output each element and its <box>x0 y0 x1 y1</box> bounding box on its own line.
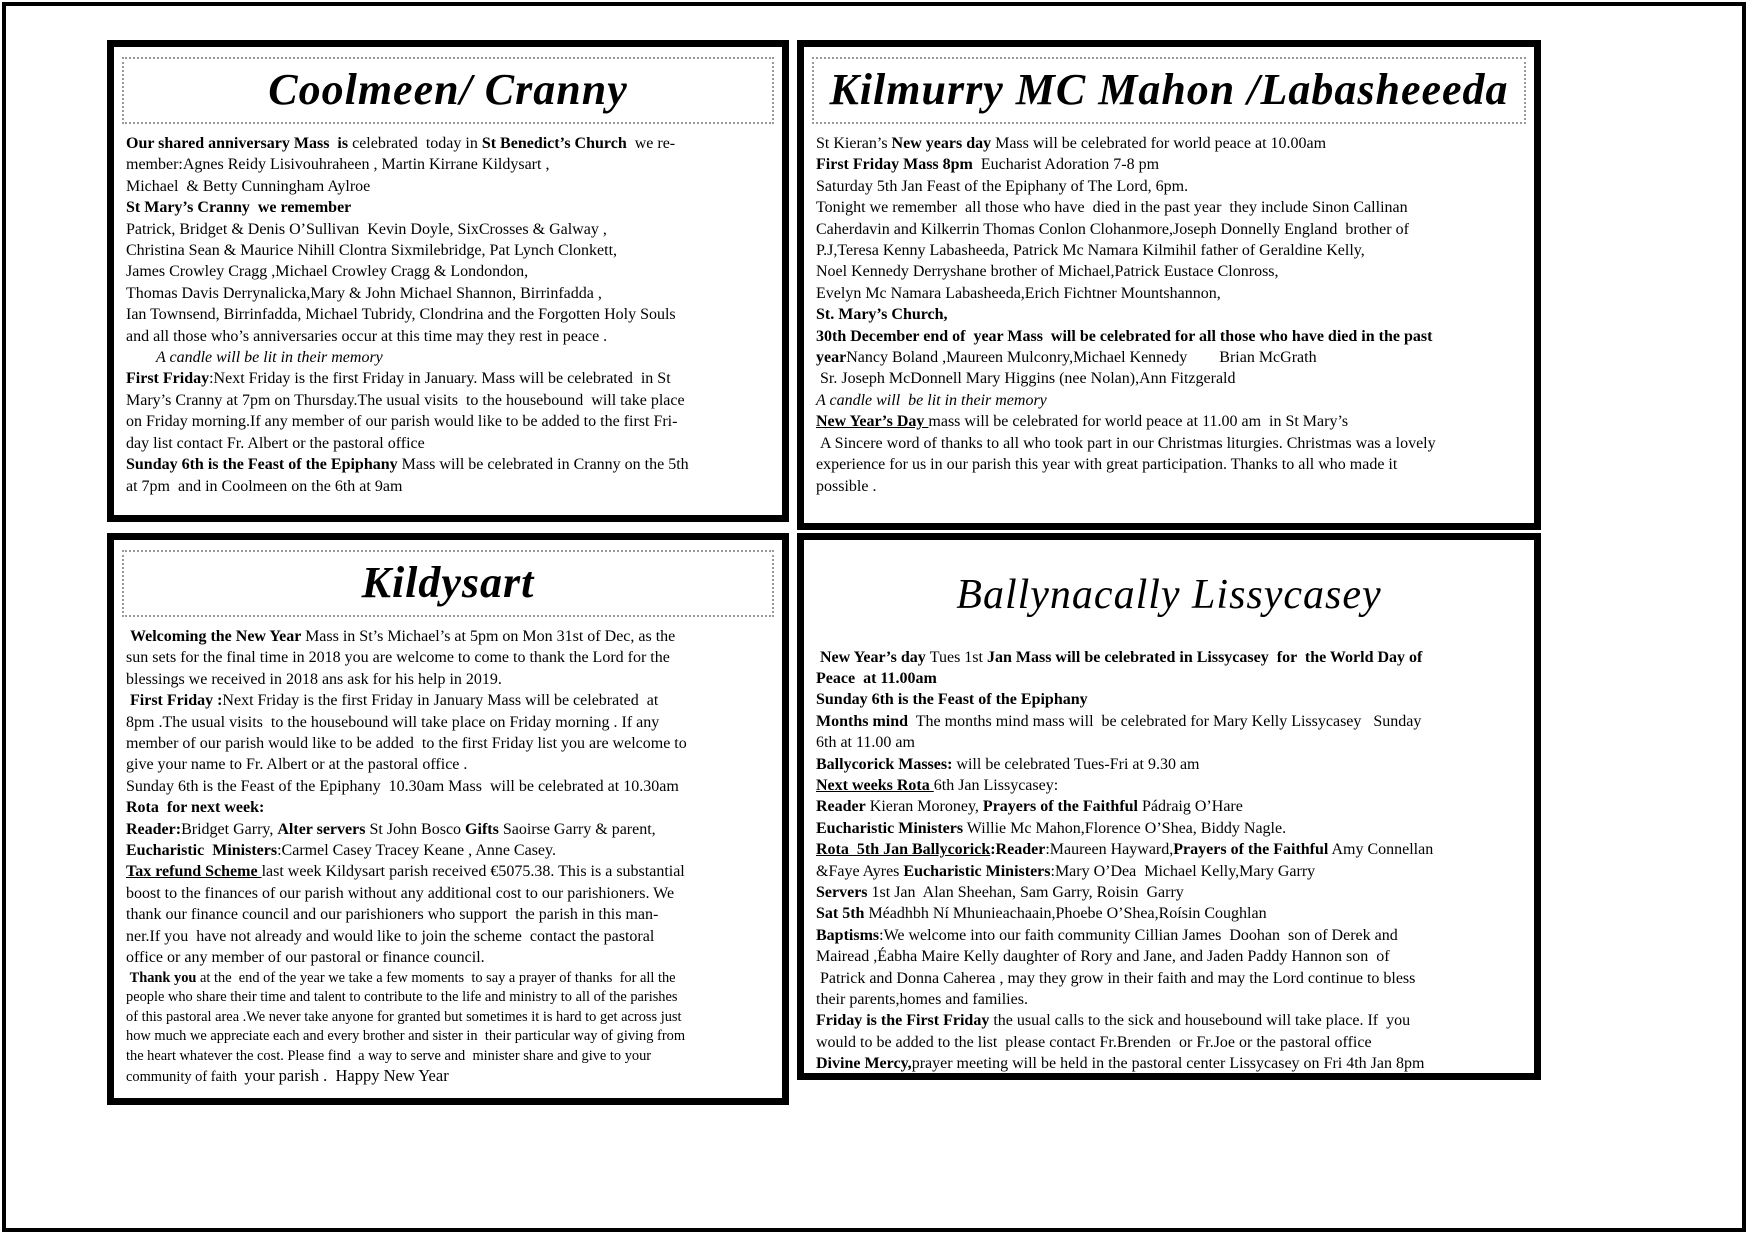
text-line <box>816 754 1526 775</box>
text-run: Sunday 6th is the Feast of the Epiphany <box>126 456 402 474</box>
text-run: Tonight we remember all those who have died in the past year they include Sinon Callinan <box>816 199 1408 217</box>
text-run: last week Kildysart parish received €5075.38. This is a substantial <box>261 863 685 881</box>
text-line <box>126 733 774 754</box>
text-run: the heart whatever the cost. Please find a way to serve and minister share and give to your <box>126 1047 652 1064</box>
text-line <box>126 454 774 475</box>
text-run: Ballycorick Masses: <box>816 755 953 773</box>
text-run: Mairead ,Éabha Maire Kelly daughter of Rory and Jane, and Jaden Paddy Hannon son of <box>816 948 1390 966</box>
text-run: Friday is the First Friday <box>816 1012 990 1030</box>
text-line <box>816 903 1526 924</box>
panel-body <box>804 645 1534 1075</box>
text-line <box>816 304 1526 325</box>
text-line <box>126 797 774 818</box>
text-run: First Friday <box>126 370 210 388</box>
text-run: A candle will be lit in their memory <box>816 391 1047 409</box>
text-line <box>126 926 774 947</box>
text-line <box>816 433 1526 454</box>
text-run: Thank you <box>126 969 201 986</box>
panel-title-box <box>812 566 1526 627</box>
text-run: Sat 5th <box>816 905 865 923</box>
text-run: of this pastoral area .We never take anyone for granted but sometimes it is hard to get across just <box>126 1008 682 1025</box>
text-line <box>126 904 774 925</box>
text-line <box>816 882 1526 903</box>
panel-title: Kilmurry MC Mahon /Labasheeeda <box>829 65 1509 114</box>
panel-kildysart <box>107 533 789 1105</box>
text-run: member of our parish would like to be added to the first Friday list you are welcome to <box>126 735 687 753</box>
panel-ballynacally-lissycasey <box>797 533 1541 1080</box>
text-line <box>816 946 1526 967</box>
text-line <box>126 176 774 197</box>
text-run: boost to the finances of our parish without any additional cost to our parishioners. We <box>126 884 675 902</box>
text-line <box>126 988 774 1008</box>
text-run: St. Mary’s Church, <box>816 306 948 324</box>
panel-body <box>114 126 782 497</box>
text-line <box>816 133 1526 154</box>
text-line <box>816 796 1526 817</box>
text-run: Eucharist Adoration 7-8 pm <box>972 156 1160 174</box>
text-line <box>126 626 774 647</box>
text-line <box>126 776 774 797</box>
text-run: year <box>816 349 847 367</box>
text-line <box>126 647 774 668</box>
text-run: Sunday 6th is the Feast of the Epiphany <box>816 691 1088 709</box>
text-run: Gifts <box>465 820 499 838</box>
text-run: give your name to Fr. Albert or at the pastoral office . <box>126 756 468 774</box>
text-line <box>816 732 1526 753</box>
panel-title-box <box>122 57 774 124</box>
text-line <box>126 1027 774 1047</box>
text-run: A candle will be lit in their memory <box>156 349 383 367</box>
text-run: Kieran Moroney, <box>865 798 983 816</box>
text-line <box>126 861 774 882</box>
text-line <box>816 647 1526 668</box>
text-run: Sunday 6th is the Feast of the Epiphany 10.30am Mass will be celebrated at 10.30am <box>126 777 679 795</box>
text-run: Saoirse Garry & parent, <box>498 820 656 838</box>
text-line <box>126 283 774 304</box>
text-run: Our shared anniversary Mass is <box>126 135 353 152</box>
text-line <box>816 989 1526 1010</box>
text-run: 6th at 11.00 am <box>816 734 915 752</box>
text-run: people who share their time and talent to contribute to the life and ministry to all of the parishes <box>126 989 678 1006</box>
text-run: will be celebrated Tues-Fri at 9.30 am <box>952 755 1200 773</box>
text-run: Caherdavin and Kilkerrin Thomas Conlon Clohanmore,Joseph Donnelly England brother of <box>816 220 1409 238</box>
text-line <box>816 283 1526 304</box>
text-run: St Kieran’s <box>816 135 892 152</box>
text-run: the usual calls to the sick and housebound will take place. If you <box>989 1012 1411 1030</box>
text-run: Pádraig O’Hare <box>1138 798 1243 816</box>
text-line <box>126 754 774 775</box>
text-run: experience for us in our parish this year with great participation. Thanks to all who made it <box>816 456 1398 474</box>
text-line <box>126 883 774 904</box>
text-run: Noel Kennedy Derryshane brother of Michael,Patrick Eustace Clonross, <box>816 263 1279 281</box>
text-run: Willie Mc Mahon,Florence O’Shea, Biddy Nagle. <box>963 819 1287 837</box>
text-line <box>126 1047 774 1067</box>
text-run: Ian Townsend, Birrinfadda, Michael Tubridy, Clondrina and the Forgotten Holy Souls <box>126 306 676 324</box>
text-line <box>126 712 774 733</box>
text-run: Reader: <box>126 820 182 838</box>
text-line <box>126 390 774 411</box>
text-run: celebrated today in <box>352 135 482 152</box>
text-line <box>126 326 774 347</box>
text-run: St Mary’s Cranny we remember <box>126 199 352 217</box>
text-run: blessings we received in 2018 ans ask for his help in 2019. <box>126 670 502 688</box>
text-run: 8pm .The usual visits to the housebound will take place on Friday morning . If any <box>126 713 660 731</box>
text-line <box>816 240 1526 261</box>
text-line <box>126 368 774 389</box>
text-line <box>126 840 774 861</box>
text-run: Mass will be celebrated in Cranny on the 5th <box>401 456 689 474</box>
text-run: on Friday morning.If any member of our parish would like to be added to the first Fri- <box>126 413 678 431</box>
text-run: New Year’s day <box>816 648 930 666</box>
text-run: Divine Mercy, <box>816 1055 912 1073</box>
text-line <box>126 219 774 240</box>
text-run: Amy Connellan <box>1328 841 1434 859</box>
text-run: Mass will be celebrated for world peace at 10.00am <box>991 135 1327 152</box>
text-line <box>816 411 1526 432</box>
text-run: Rota 5th Jan Ballycorick <box>816 841 991 859</box>
text-line <box>816 261 1526 282</box>
text-line <box>126 690 774 711</box>
text-run: :Next Friday is the first Friday in January. Mass will be celebrated in St <box>209 370 671 388</box>
text-line <box>126 304 774 325</box>
text-line <box>126 669 774 690</box>
text-run: A Sincere word of thanks to all who took part in our Christmas liturgies. Christmas was a lovely <box>816 434 1436 452</box>
text-run: Peace at 11.00am <box>816 669 937 687</box>
text-run: Prayers of the Faithful <box>1173 841 1329 859</box>
text-run: First Friday : <box>126 692 223 710</box>
text-run: Alter servers <box>277 820 366 838</box>
text-run: Eucharistic Ministers <box>903 862 1051 880</box>
text-line <box>126 476 774 497</box>
text-run: Welcoming the New Year <box>126 628 306 645</box>
text-line <box>816 390 1526 411</box>
panel-body <box>114 619 782 1088</box>
text-run: : <box>990 841 996 859</box>
text-run: First Friday Mass 8pm <box>816 156 973 174</box>
text-run: your parish . Happy New Year <box>244 1066 449 1086</box>
text-line <box>126 240 774 261</box>
text-line <box>816 219 1526 240</box>
text-run: we re- <box>626 135 676 152</box>
text-line <box>816 454 1526 475</box>
text-run: at the end of the year we take a few moments to say a prayer of thanks for all the <box>200 969 676 986</box>
text-run: prayer meeting will be held in the pastoral center Lissycasey on Fri 4th Jan 8pm <box>911 1055 1425 1073</box>
text-line <box>126 197 774 218</box>
text-line <box>126 347 774 368</box>
text-run: Bridget Garry, <box>181 820 278 838</box>
text-run: New years day <box>891 135 992 152</box>
text-run: Tues 1st <box>929 648 987 666</box>
text-line <box>816 861 1526 882</box>
text-line <box>126 133 774 154</box>
text-line <box>816 668 1526 689</box>
text-line <box>816 1032 1526 1053</box>
text-line <box>126 819 774 840</box>
text-run: Servers <box>816 883 868 901</box>
text-run: community of faith <box>126 1069 245 1086</box>
text-run: office or any member of our pastoral or finance council. <box>126 949 485 967</box>
text-run: 6th Jan Lissycasey: <box>933 776 1059 794</box>
text-line <box>126 154 774 175</box>
text-run: Méadhbh Ní Mhunieachaain,Phoebe O’Shea,Roísin Coughlan <box>864 905 1267 923</box>
text-line <box>816 154 1526 175</box>
text-run: P.J,Teresa Kenny Labasheeda, Patrick Mc Namara Kilmihil father of Geraldine Kelly, <box>816 242 1365 260</box>
text-line <box>816 689 1526 710</box>
panel-title-box <box>812 57 1526 124</box>
text-line <box>816 476 1526 497</box>
text-run: The months mind mass will be celebrated for Mary Kelly Lissycasey Sunday <box>908 712 1422 730</box>
text-run: Reader <box>816 798 866 816</box>
text-run: Nancy Boland ,Maureen Mulconry,Michael Kennedy Brian McGrath <box>846 349 1317 367</box>
text-run: Evelyn Mc Namara Labasheeda,Erich Fichtner Mountshannon, <box>816 284 1221 302</box>
text-line <box>816 347 1526 368</box>
text-run: James Crowley Cragg ,Michael Crowley Cragg & Londondon, <box>126 263 529 281</box>
text-run: New Year’s Day <box>816 413 929 431</box>
text-run: Patrick, Bridget & Denis O’Sullivan Kevin Doyle, SixCrosses & Galway , <box>126 220 607 238</box>
text-run: ner.If you have not already and would like to join the scheme contact the pastoral <box>126 927 655 945</box>
text-run: 30th December end of year Mass will be celebrated for all those who have died in the past <box>816 327 1433 345</box>
text-run: Mary’s Cranny at 7pm on Thursday.The usual visits to the housebound will take place <box>126 391 685 409</box>
text-line <box>816 775 1526 796</box>
text-run: :Carmel Casey Tracey Keane , Anne Casey. <box>277 842 556 860</box>
text-run: sun sets for the final time in 2018 you are welcome to come to thank the Lord for the <box>126 649 670 667</box>
text-line <box>126 969 774 989</box>
text-line <box>126 411 774 432</box>
text-run: St John Bosco <box>365 820 466 838</box>
panel-kilmurry-mc-mahon-labasheeeda <box>797 40 1541 530</box>
text-run: :Maureen Hayward, <box>1045 841 1174 859</box>
text-line <box>816 1010 1526 1031</box>
text-run: day list contact Fr. Albert or the pastoral office <box>126 434 425 452</box>
text-line <box>816 326 1526 347</box>
text-run: their parents,homes and families. <box>816 991 1028 1008</box>
text-run: would to be added to the list please contact Fr.Brenden or Fr.Joe or the pastoral office <box>816 1033 1372 1051</box>
text-line <box>816 711 1526 732</box>
text-line <box>126 433 774 454</box>
text-line <box>816 925 1526 946</box>
text-run: 1st Jan Alan Sheehan, Sam Garry, Roisin Garry <box>867 883 1184 901</box>
text-run: Tax refund Scheme <box>126 863 262 881</box>
text-run: :We welcome into our faith community Cillian James Doohan son of Derek and <box>879 926 1398 944</box>
text-run: Next weeks Rota <box>816 776 934 794</box>
text-run: thank our finance council and our parishioners who support the parish in this man- <box>126 906 659 924</box>
text-line <box>126 261 774 282</box>
text-run: mass will be celebrated for world peace at 11.00 am in St Mary’s <box>928 413 1349 431</box>
text-line <box>816 368 1526 389</box>
panel-title: Coolmeen/ Cranny <box>268 65 628 114</box>
text-run: Sr. Joseph McDonnell Mary Higgins (nee Nolan),Ann Fitzgerald <box>816 370 1236 388</box>
panel-title: Ballynacally Lissycasey <box>956 572 1382 618</box>
text-run: and all those who’s anniversaries occur at this time may they rest in peace . <box>126 327 608 345</box>
text-line <box>816 197 1526 218</box>
text-run: Months mind <box>816 712 909 730</box>
text-run: :Mary O’Dea Michael Kelly,Mary Garry <box>1050 862 1316 880</box>
panel-body <box>804 126 1534 497</box>
text-run: Christina Sean & Maurice Nihill Clontra Sixmilebridge, Pat Lynch Clonkett, <box>126 242 618 260</box>
text-run: at 7pm and in Coolmeen on the 6th at 9am <box>126 477 403 495</box>
text-run: Next Friday is the first Friday in January Mass will be celebrated at <box>222 692 659 710</box>
text-run: possible . <box>816 477 877 495</box>
text-line <box>816 1053 1526 1074</box>
text-run: St Benedict’s Church <box>481 135 627 152</box>
text-run: Mass in St’s Michael’s at 5pm on Mon 31st of Dec, as the <box>305 628 676 645</box>
text-run: Saturday 5th Jan Feast of the Epiphany of The Lord, 6pm. <box>816 177 1189 195</box>
text-run: Rota for next week: <box>126 799 265 817</box>
text-line <box>816 176 1526 197</box>
text-line <box>816 818 1526 839</box>
text-run: Thomas Davis Derrynalicka,Mary & John Michael Shannon, Birrinfadda , <box>126 284 602 302</box>
text-run: Baptisms <box>816 926 880 944</box>
text-run: Michael & Betty Cunningham Aylroe <box>126 177 371 195</box>
panel-title: Kildysart <box>361 558 535 607</box>
text-run: Patrick and Donna Caherea , may they grow in their faith and may the Lord continue to bless <box>816 969 1416 987</box>
text-run: Eucharistic Ministers <box>126 842 278 860</box>
text-run: &Faye Ayres <box>816 862 904 880</box>
text-line <box>126 947 774 968</box>
text-line <box>126 1066 774 1088</box>
text-run: Eucharistic Ministers <box>816 819 964 837</box>
text-run: member:Agnes Reidy Lisivouhraheen , Martin Kirrane Kildysart , <box>126 156 550 174</box>
text-run: how much we appreciate each and every brother and sister in their particular way of giving from <box>126 1028 686 1045</box>
text-line <box>816 968 1526 989</box>
panel-title-box <box>122 550 774 617</box>
text-run: Prayers of the Faithful <box>982 798 1138 816</box>
text-line <box>126 1008 774 1028</box>
text-run: Jan Mass will be celebrated in Lissycasey for the World Day of <box>986 648 1423 666</box>
text-line <box>816 839 1526 860</box>
panel-coolmeen-cranny <box>107 40 789 522</box>
text-run: Reader <box>995 841 1046 859</box>
